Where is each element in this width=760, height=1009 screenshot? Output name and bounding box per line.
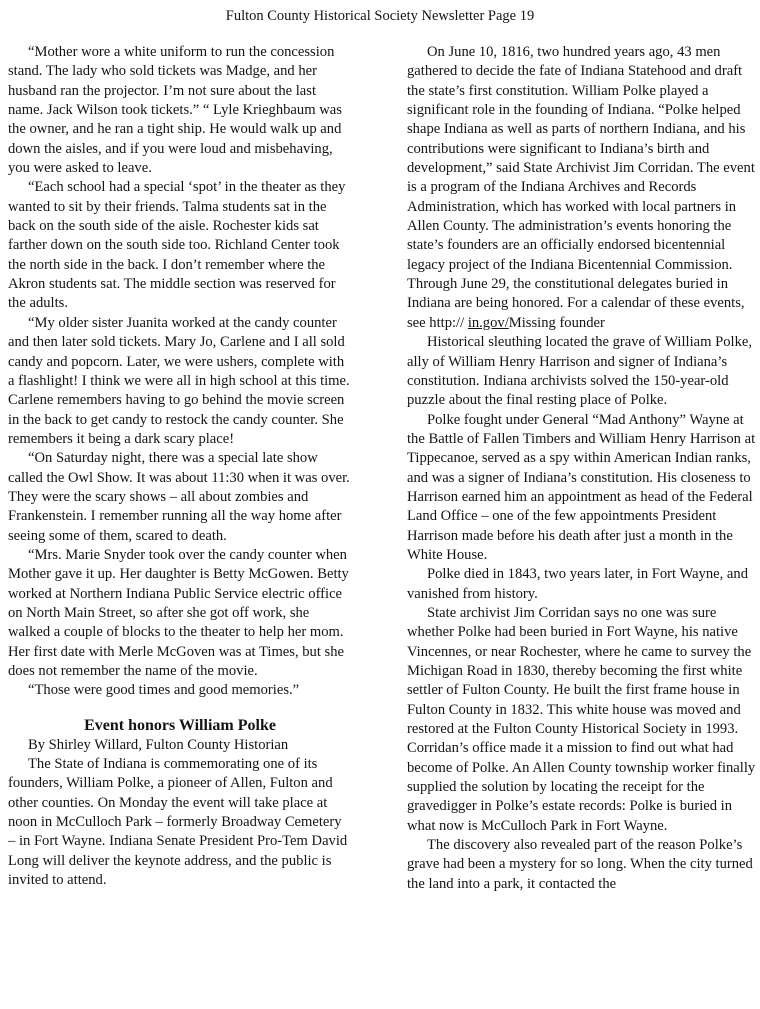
paragraph: “Mother wore a white uniform to run the concession stand. The lady who sold tickets was Madge, and her husband ran the projector. I’m not sure about the last name. Jack Wilson took tickets.” “ Lyle Krieghbaum was the owner, and he ran a tight ship. He would walk up and down the aisles, and if you were loud and misbehaving, you were asked to leave. <box>8 44 342 177</box>
article-title: Event honors William Polke <box>84 716 276 734</box>
paragraph: “My older sister Juanita worked at the candy counter and then later sold tickets. Mary Jo, Carlene and I all sold candy and popcorn. Later, we were ushers, complete with a flashlight! I think we were all in high school at this time. Carlene remembers having to go behind the movie screen in the back to get candy to restock the candy counter. She remembers it being a dark scary place! <box>8 314 350 447</box>
paragraph: On June 10, 1816, two hundred years ago, 43 men gathered to decide the fate of Indiana Statehood and draft the state’s first constitution. William Polke played a significant role in the founding of Indiana. “Polke helped shape Indiana as well as parts of northern Indiana, and his contributions were significant to Indiana’s birth and development,” said State Archivist Jim Corridan. The event is a program of the Indiana Archives and Records Administration, which has worked with local partners in Allen County. The administration’s events honoring the state’s founders are an officially endorsed bicentennial legacy project of the Indiana Bicentennial Commission. <box>407 44 755 273</box>
paragraph-text: Missing founder <box>508 314 605 331</box>
website-link[interactable]: in.gov/ <box>467 314 509 331</box>
paragraph: Historical sleuthing located the grave of William Polke, ally of William Henry Harrison and signer of Indiana’s constitution. Indiana archivists solved the 150-year-old puzzle about the final resting place of Polke. <box>407 334 752 409</box>
paragraph: The discovery also revealed part of the reason Polke’s grave had been a mystery for so long. When the city turned the land into a park, it contacted the <box>407 837 753 892</box>
paragraph: “Each school had a special ‘spot’ in the theater as they wanted to sit by their friends. Talma students sat in the back on the south side of the aisle. Rochester kids sat farther down on the south side too. Richland Center took the north side in the back. I don’t remember where the Akron students sat. The middle section was reserved for the adults. <box>8 179 346 312</box>
paragraph: State archivist Jim Corridan says no one was sure whether Polke had been buried in Fort Wayne, his native Vincennes, or near Rochester, where he came to survey the Michigan Road in 1830, thereby becoming the first white settler of Fulton County. He built the first frame house in Fulton County in 1832. This white house was moved and restored at the Fulton County Historical Society in 1993. Corridan’s office made it a mission to find out what had become of Polke. An Allen County township worker finally supplied the solution by locating the receipt for the gravedigger in Polke’s estate records: Polke is buried in what now is McCulloch Park in Fort Wayne. <box>407 604 756 834</box>
paragraph: Polke fought under General “Mad Anthony” Wayne at the Battle of Fallen Timbers and William Henry Harrison at Tippecanoe, served as a spy within American Indian ranks, and was a signer of Indiana’s constitution. His closeness to Harrison earned him an appointment as head of the Federal Land Office – one of the few appointments President Harrison made before his death after just a month in the White House. <box>407 411 756 563</box>
paragraph-text: Through June 29, the constitutional delegates buried in Indiana are being honored. For a calendar of these events, see http:// <box>407 276 745 331</box>
paragraph: “Mrs. Marie Snyder took over the candy counter when Mother gave it up. Her daughter is Betty McGowen. Betty worked at Northern Indiana Public Service electric office on North Main Street, so after she got off work, she walked a couple of blocks to the theater to help her mom. Her first date with Merle McGoven was at Times, but she does not remember the name of the movie. <box>8 546 349 679</box>
left-column <box>8 43 352 890</box>
page-header: Fulton County Historical Society Newsletter Page 19 <box>225 8 535 24</box>
article-byline: By Shirley Willard, Fulton County Historian <box>28 736 289 753</box>
paragraph: “On Saturday night, there was a special late show called the Owl Show. It was about 11:30 when it was over. They were the scary shows – all about zombies and Frankenstein. I remember running all the way home after seeing some of them, scared to death. <box>8 450 350 544</box>
right-column <box>407 43 757 894</box>
paragraph-with-link <box>407 275 757 333</box>
paragraph: Polke died in 1843, two years later, in Fort Wayne, and vanished from history. <box>407 566 748 602</box>
paragraph: “Those were good times and good memories.” <box>28 682 300 699</box>
paragraph: The State of Indiana is commemorating one of its founders, William Polke, a pioneer of Allen, Fulton and other counties. On Monday the event will take place at noon in McCulloch Park – formerly Broadway Cemetery – in Fort Wayne. Indiana Senate President Pro-Tem David Long will deliver the keynote address, and the public is invited to attend. <box>8 756 348 889</box>
